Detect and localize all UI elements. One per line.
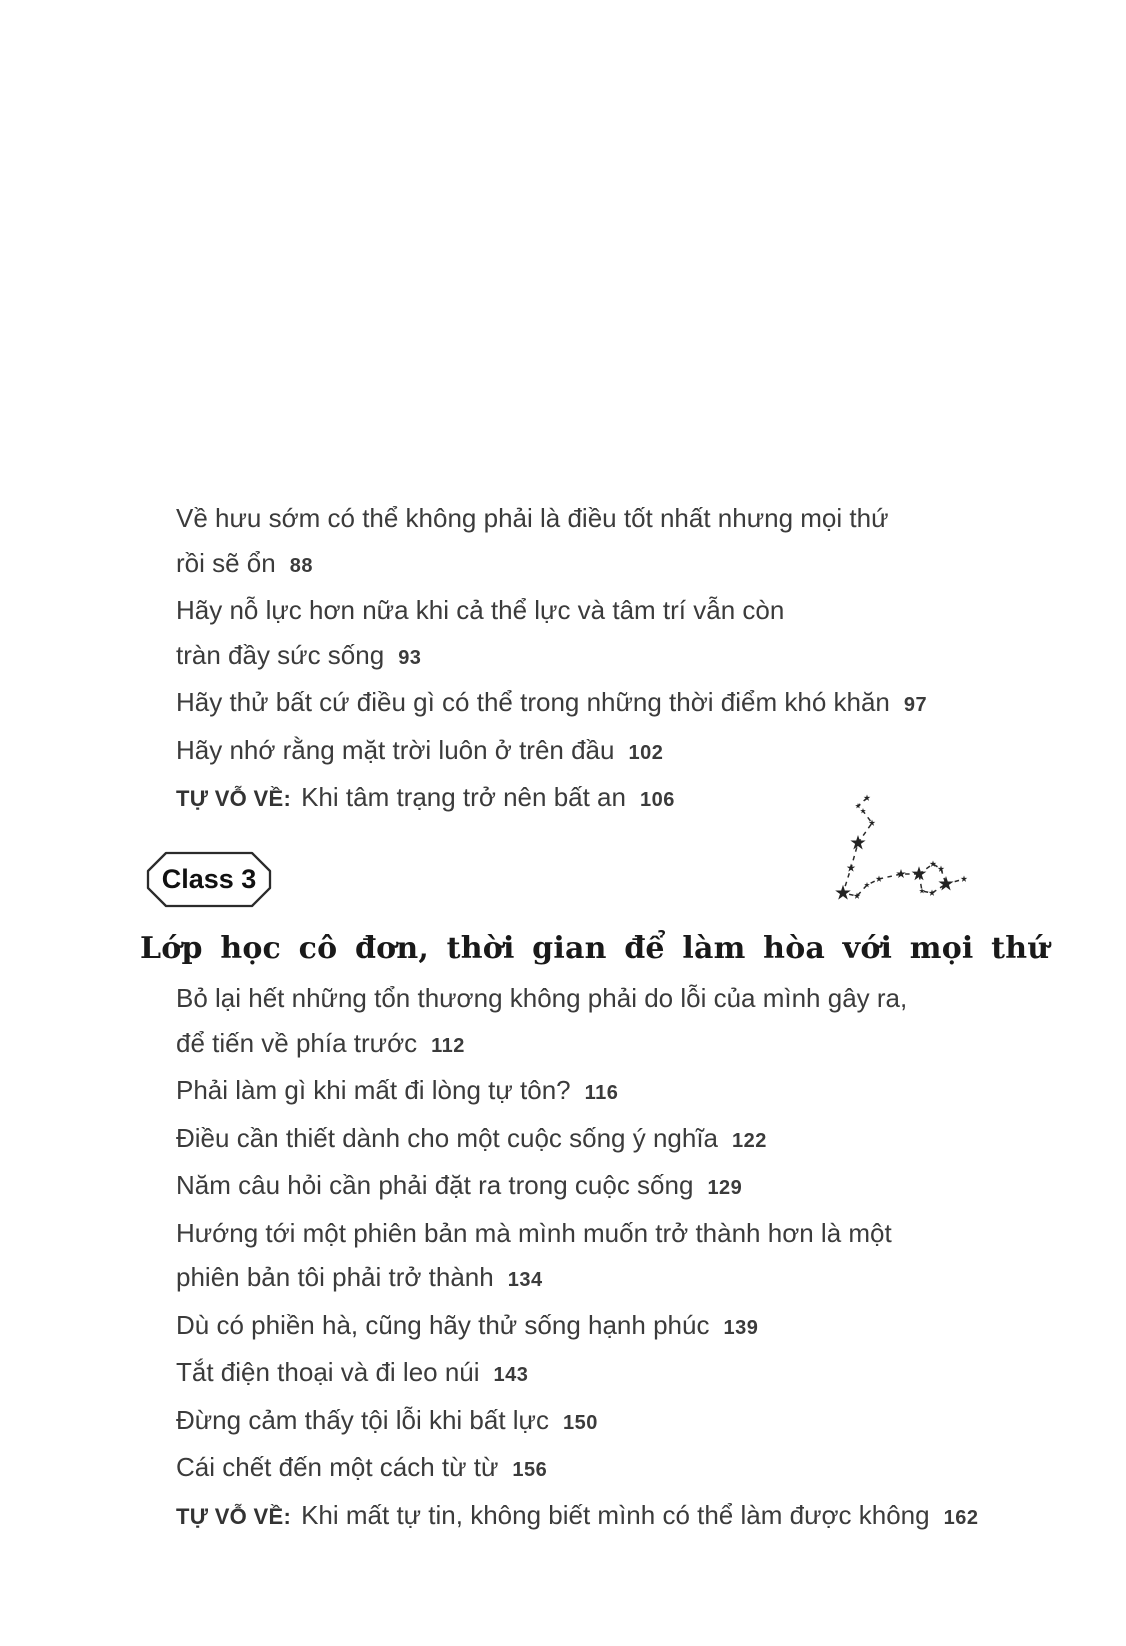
page-number: 139 [723,1316,759,1339]
toc-line [176,1116,978,1164]
page-number: 112 [431,1034,465,1057]
page-number: 129 [707,1177,743,1199]
toc-entry-text: Về hưu sớm có thể không phải là điều tốt nhất nhưng mọi thứ [176,503,889,533]
page-number: 106 [639,789,675,811]
toc-entry-text: Khi tâm trạng trở nên bất an [301,782,626,812]
toc-line [176,680,927,728]
toc-entry-text: Bỏ lại hết những tổn thương không phải do lỗi của mình gây ra, [176,983,908,1013]
constellation-stars-icon [820,780,990,915]
toc-entry-text: Hãy nhớ rằng mặt trời luôn ở trên đầu [176,734,615,765]
toc-entry-text: Tắt điện thoại và đi leo núi [176,1357,480,1387]
toc-entry-text: Đừng cảm thấy tội lỗi khi bất lực [176,1404,549,1435]
toc-entry-text: Cái chết đến một cách từ từ [176,1452,499,1482]
toc-line [176,1303,978,1351]
class-badge-label: Class 3 [161,864,257,894]
class-badge [146,851,272,908]
toc-line [176,976,978,1021]
toc-entry-text: tràn đầy sức sống [176,639,385,670]
page-number: 102 [628,741,664,764]
toc-entry-text: rồi sẽ ổn [176,547,276,578]
toc-entry-text: phiên bản tôi phải trở thành [176,1262,494,1292]
toc-entry-text: để tiến về phía trước [176,1027,418,1058]
toc-line [176,728,927,776]
chapter-heading: Lớp học cô đơn, thời gian để làm hòa với mọi thứ [140,931,1050,966]
toc-line [176,496,927,541]
toc-entry-text: Dù có phiền hà, cũng hãy thử sống hạnh phúc [176,1309,710,1340]
toc-line [176,1350,978,1398]
toc-entry-text: Năm câu hỏi cần phải đặt ra trong cuộc sống [176,1170,694,1200]
page-number: 88 [289,554,313,577]
toc-entry-text: Hướng tới một phiên bản mà mình muốn trở thành hơn là một [176,1217,892,1248]
page-number: 150 [562,1411,598,1434]
toc-line [176,633,927,681]
self-soothe-label: TỰ VỖ VỀ: [176,786,292,811]
self-soothe-label: TỰ VỖ VỀ: [176,1503,292,1529]
toc-entry-text: Hãy nỗ lực hơn nữa khi cả thể lực và tâm trí vẫn còn [176,595,785,625]
toc-line [176,1021,978,1069]
page-number: 97 [903,694,928,716]
page-number: 143 [493,1364,529,1386]
toc-line [176,1068,978,1116]
toc-line [176,588,927,633]
page-number: 93 [398,646,422,669]
toc-entry-text: Khi mất tự tin, không biết mình có thể làm được không [301,1499,930,1530]
toc-line [176,1255,978,1303]
toc-entry-text: Hãy thử bất cứ điều gì có thể trong những thời điểm khó khăn [176,687,890,717]
page-number: 134 [507,1269,543,1291]
toc-line [176,1211,978,1256]
toc-line [176,1163,978,1211]
toc-entry-text: Phải làm gì khi mất đi lòng tự tôn? [176,1075,571,1105]
page-number: 156 [512,1459,548,1481]
toc-section-previous [176,496,927,823]
toc-line [176,1398,978,1446]
toc-line [176,1493,978,1541]
toc-entry-text: Điều cần thiết dành cho một cuộc sống ý nghĩa [176,1122,719,1153]
toc-line [176,1445,978,1493]
page-number: 116 [584,1082,619,1104]
toc-line [176,541,927,589]
toc-section-class3 [176,976,978,1540]
page-number: 162 [943,1506,979,1529]
page-number: 122 [732,1129,767,1152]
toc-line [176,775,927,823]
